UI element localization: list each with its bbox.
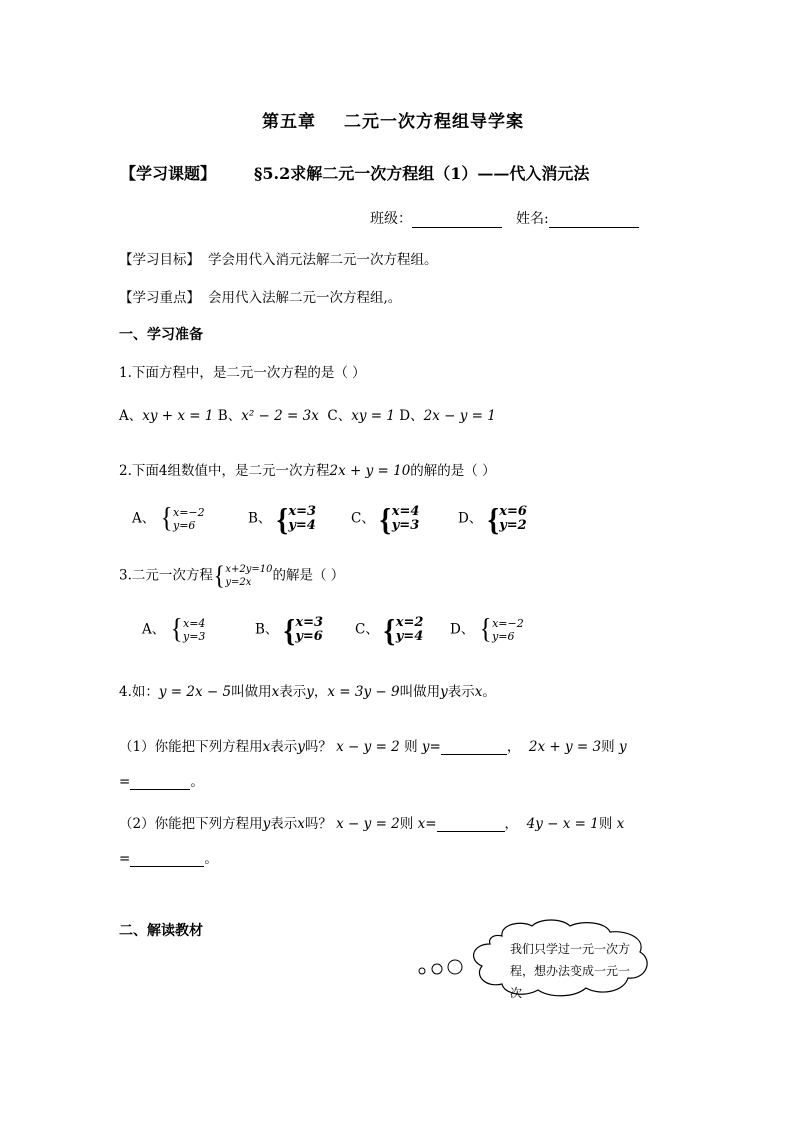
brace-icon: {: [383, 612, 396, 648]
cloud-text-line2: 程，想办法变成一元一次: [510, 964, 631, 1000]
q3-option-a[interactable]: [142, 616, 205, 644]
lesson-topic: §5.2求解二元一次方程组（1）——代入消元法: [254, 164, 590, 183]
q4-eq1: y = 2x − 5: [158, 684, 232, 700]
q4-part1-line2: = 。: [119, 774, 204, 790]
q2-option-a-label: A、: [132, 510, 156, 527]
chapter-name: 二元一次方程组导学案: [344, 112, 524, 132]
cloud-text-line1: 我们只学过一元一次方: [510, 942, 631, 956]
q3-option-d-system: x=−2 y=6: [492, 617, 524, 643]
q4-p1-blank-1[interactable]: [441, 739, 507, 755]
q2-option-b-label: B、: [248, 510, 272, 527]
q2-option-b[interactable]: [248, 501, 317, 537]
name-blank[interactable]: [549, 212, 639, 228]
q3-stem-post: 的解是（ ）: [272, 567, 345, 584]
q2-option-b-system: x=3 y=4: [288, 504, 317, 533]
chapter-label: 第五章: [262, 112, 316, 132]
q2-option-c[interactable]: [351, 501, 420, 537]
question-1-options: [119, 404, 496, 424]
q1-option-d[interactable]: D、2x − y = 1: [399, 408, 496, 424]
q2-stem-pre: 2.下面4组数值中，是二元一次方程: [119, 463, 330, 479]
q2-equation: 2x + y = 10: [329, 463, 411, 479]
q4-p2-blank-1[interactable]: [437, 816, 505, 832]
brace-icon: {: [479, 614, 492, 645]
q4-eq2: x = 3y − 9: [327, 684, 400, 700]
question-4-intro: 4.如：y = 2x − 5叫做用x表示y，x = 3y − 9叫做用y表示x。: [119, 684, 496, 700]
lesson-heading: [120, 161, 589, 184]
cloud-text: [510, 938, 640, 1000]
section-heading-1: 一、学习准备: [119, 327, 203, 343]
q1-option-c[interactable]: C、xy = 1: [327, 408, 395, 424]
objective-label: 【学习目标】: [119, 252, 200, 268]
q2-option-d-system: x=6 y=2: [499, 504, 527, 533]
q4-part2-line1: （2）你能把下列方程用y表示x吗？ x − y = 2则 x= ， 4y − x = 1则 x: [119, 816, 625, 832]
q3-option-d[interactable]: [450, 616, 524, 644]
student-info: [370, 208, 639, 228]
question-3-stem: [119, 562, 344, 590]
q1-option-b[interactable]: B、x² − 2 = 3x: [217, 408, 319, 424]
focus-text: 会用代入法解二元一次方程组,。: [208, 290, 402, 306]
q3-option-c-system: x=2 y=4: [395, 615, 424, 644]
q2-option-a[interactable]: [132, 505, 205, 533]
q2-option-c-label: C、: [351, 510, 375, 527]
section-heading-2: 二、解读教材: [119, 923, 203, 939]
q3-system: x+2y=10 y=2x: [225, 564, 273, 588]
question-1-stem: 1.下面方程中，是二元一次方程的是（ ）: [119, 365, 366, 381]
q2-option-c-system: x=4 y=3: [391, 504, 420, 533]
q2-option-d[interactable]: [458, 501, 527, 537]
q3-option-c-label: C、: [355, 621, 379, 638]
q3-option-c[interactable]: [355, 612, 424, 648]
brace-icon: {: [379, 501, 392, 537]
q3-option-b-label: B、: [255, 621, 279, 638]
brace-icon: {: [487, 501, 499, 537]
q3-option-d-label: D、: [450, 621, 475, 638]
page-title: [262, 107, 524, 132]
q2-option-a-system: x=−2 y=6: [173, 506, 205, 532]
q3-stem-pre: 3.二元一次方程: [119, 567, 213, 584]
focus-label: 【学习重点】: [119, 290, 200, 306]
q4-part1-line1: （1）你能把下列方程用x表示y吗？ x − y = 2 则 y= ， 2x + y = 3则 y: [119, 739, 627, 755]
class-label: 班级：: [370, 211, 412, 227]
brace-icon: {: [160, 503, 173, 534]
objective-text: 学会用代入消元法解二元一次方程组。: [208, 252, 438, 268]
brace-icon: {: [283, 612, 295, 648]
q3-option-b-system: x=3 y=6: [295, 615, 324, 644]
objective: [119, 248, 438, 268]
brace-icon: {: [276, 501, 288, 537]
q3-option-a-label: A、: [142, 621, 166, 638]
q3-option-b[interactable]: [255, 612, 324, 648]
q4-p1-blank-2[interactable]: [130, 774, 190, 790]
question-2-stem: [119, 459, 496, 479]
q2-stem-post: 的解的是（ ）: [410, 463, 496, 479]
brace-icon: {: [170, 614, 183, 645]
brace-icon: {: [213, 561, 225, 590]
q1-option-a[interactable]: A、xy + x = 1: [119, 408, 214, 424]
q4-p2-blank-2[interactable]: [130, 851, 204, 867]
q3-option-a-system: x=4 y=3: [183, 617, 206, 643]
name-label: 姓名:: [516, 211, 549, 227]
class-blank[interactable]: [412, 212, 502, 228]
q4-part2-line2: = 。: [119, 851, 218, 867]
q2-option-d-label: D、: [458, 510, 483, 527]
lesson-label: 【学习课题】: [120, 164, 217, 183]
focus: [119, 286, 401, 306]
